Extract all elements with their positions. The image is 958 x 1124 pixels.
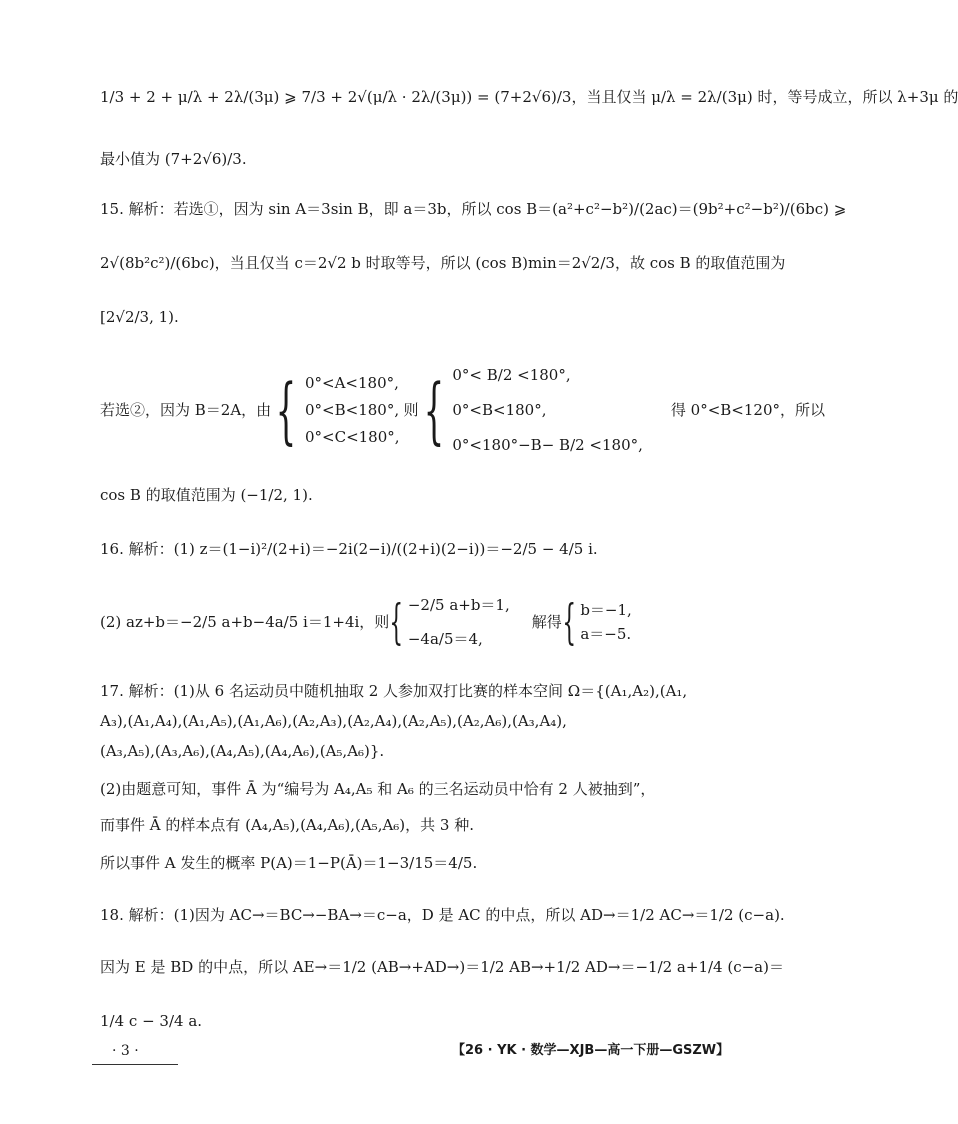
q18-line2: 因为 E 是 BD 的中点，所以 AE→＝1/2 (AB→+AD→)＝1/2 AB→+1/2 AD→＝−1/2 a+1/4 (c−a)＝ bbox=[100, 958, 784, 976]
system-4-row2: a＝−5. bbox=[580, 625, 632, 643]
q17-line4: (2)由题意可知，事件 Ā 为“编号为 A₄,A₅ 和 A₆ 的三名运动员中恰有 2 人被抽到”， bbox=[100, 780, 656, 798]
footer-divider bbox=[92, 1064, 178, 1065]
q17-line6: 所以事件 A 发生的概率 P(A)＝1−P(Ā)＝1−3/15＝4/5. bbox=[100, 854, 478, 872]
footer-code: 【26 · YK · 数学—XJB—高一下册—GSZW】 bbox=[452, 1043, 730, 1058]
line-14-end: 1/3 + 2 + μ/λ + 2λ/(3μ) ⩾ 7/3 + 2√(μ/λ · 2λ/(3μ)) = (7+2√6)/3，当且仅当 μ/λ = 2λ/(3μ) 时，等号成立，所以 λ+3μ 的 bbox=[100, 88, 958, 106]
system-2 bbox=[452, 364, 643, 456]
q15-line-range: cos B 的取值范围为 (−1/2, 1). bbox=[100, 486, 313, 504]
left-brace-icon: { bbox=[389, 594, 404, 650]
q17-line3: (A₃,A₅),(A₃,A₆),(A₄,A₅),(A₄,A₆),(A₅,A₆)}. bbox=[100, 742, 385, 760]
q15-option2-lead: 若选②，因为 B＝2A，由 bbox=[100, 401, 272, 419]
system-2-row2: 0°<B<180°, bbox=[452, 401, 547, 419]
system-1-row2: 0°<B<180°, bbox=[304, 401, 400, 419]
system-2-row3: 0°<180°−B− B/2 <180°, bbox=[452, 436, 643, 454]
system-result: 得 0°<B<120°，所以 bbox=[670, 401, 826, 419]
system-solve: 解得 bbox=[531, 613, 562, 631]
q17-line5: 而事件 Ā 的样本点有 (A₄,A₅),(A₄,A₆),(A₅,A₆)，共 3 种. bbox=[100, 816, 475, 834]
left-brace-icon: { bbox=[562, 594, 576, 650]
system-1-row1: 0°<A<180°, bbox=[304, 374, 399, 392]
left-brace-icon: { bbox=[275, 368, 297, 452]
system-4 bbox=[580, 599, 631, 645]
q15-line1: 15. 解析：若选①，因为 sin A＝3sin B，即 a＝3b，所以 cos B＝(a²+c²−b²)/(2ac)＝(9b²+c²−b²)/(6bc) ⩾ bbox=[100, 200, 847, 218]
q16-line2 bbox=[100, 582, 632, 662]
q18-line3: 1/4 c − 3/4 a. bbox=[100, 1012, 203, 1030]
system-2-row1: 0°< B/2 <180°, bbox=[452, 366, 571, 384]
q16-line1: 16. 解析：(1) z＝(1−i)²/(2+i)＝−2i(2−i)/((2+i)(2−i))＝−2/5 − 4/5 i. bbox=[100, 540, 598, 558]
page-number: · 3 · bbox=[112, 1043, 139, 1059]
q15-line2: 2√(8b²c²)/(6bc)，当且仅当 c＝2√2 b 时取等号，所以 (cos B)min＝2√2/3，故 cos B 的取值范围为 bbox=[100, 254, 786, 272]
system-1 bbox=[305, 372, 400, 448]
q15-option2 bbox=[100, 360, 825, 460]
system-then: 则 bbox=[403, 401, 419, 419]
q18-line1: 18. 解析：(1)因为 AC→＝BC→−BA→＝c−a，D 是 AC 的中点，所以 AD→＝1/2 AC→＝1/2 (c−a). bbox=[100, 906, 785, 924]
q15-line3: [2√2/3, 1). bbox=[100, 308, 179, 326]
system-3-row1: −2/5 a+b＝1, bbox=[407, 596, 510, 614]
system-4-row1: b＝−1, bbox=[580, 601, 632, 619]
system-1-row3: 0°<C<180°, bbox=[304, 428, 400, 446]
q16-part2-lead: (2) az+b＝−2/5 a+b−4a/5 i＝1+4i，则 bbox=[100, 613, 390, 631]
system-3-row2: −4a/5＝4, bbox=[407, 630, 483, 648]
q17-line2: A₃),(A₁,A₄),(A₁,A₅),(A₁,A₆),(A₂,A₃),(A₂,A₄),(A₂,A₅),(A₂,A₆),(A₃,A₄), bbox=[100, 712, 567, 730]
line-14-min: 最小值为 (7+2√6)/3. bbox=[100, 150, 247, 168]
left-brace-icon: { bbox=[423, 368, 444, 452]
system-3 bbox=[408, 594, 510, 650]
q17-line1: 17. 解析：(1)从 6 名运动员中随机抽取 2 人参加双打比赛的样本空间 Ω＝{(A₁,A₂),(A₁, bbox=[100, 682, 688, 700]
